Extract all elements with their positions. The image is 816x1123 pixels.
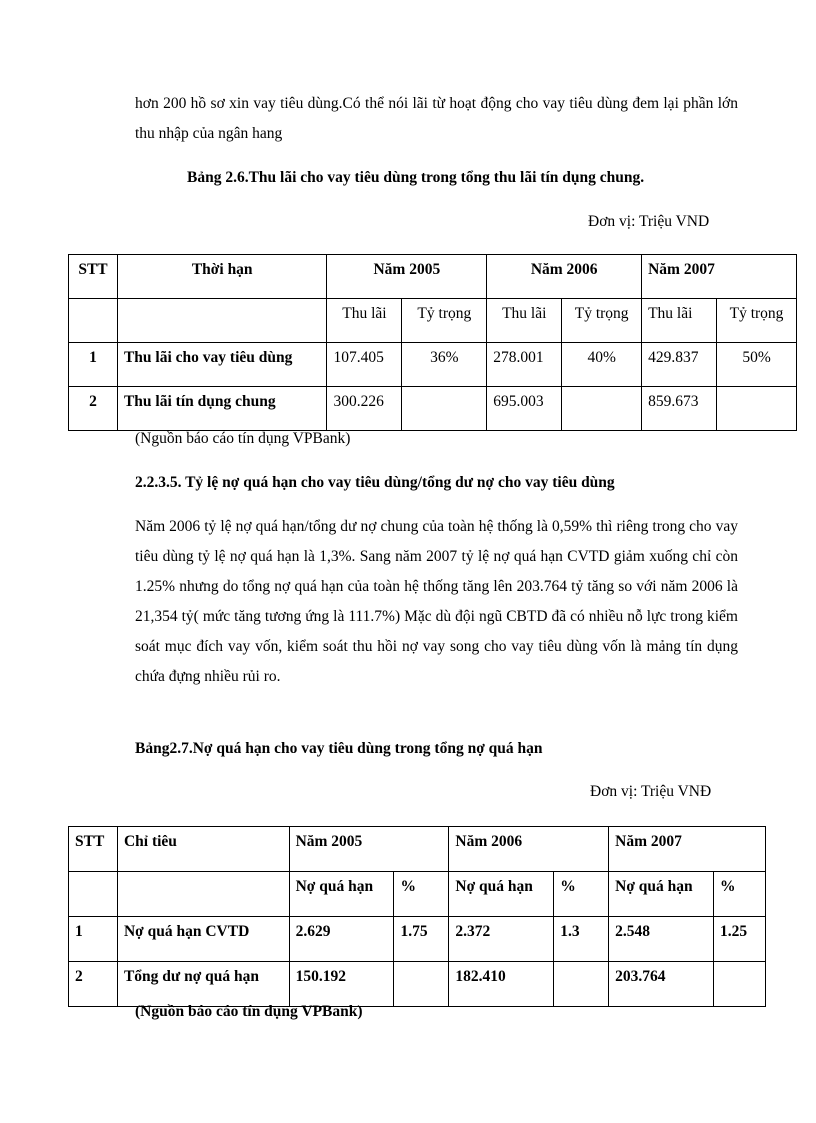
intro-text: hơn 200 hồ sơ xin vay tiêu dùng.Có thể nói lãi từ hoạt động cho vay tiêu dùng đem lại phần lớn thu nhập của ngân hang xyxy=(135,95,738,142)
header-2007: Năm 2007 xyxy=(642,255,797,299)
subheader-overdue: Nợ quá hạn xyxy=(289,872,394,917)
intro-paragraph xyxy=(135,89,738,149)
header-stt: STT xyxy=(69,827,118,872)
table-header-row xyxy=(69,255,797,299)
subheader-empty xyxy=(117,872,289,917)
table-row xyxy=(69,962,766,1007)
body-paragraph xyxy=(135,512,738,692)
subheader-pct: % xyxy=(714,872,766,917)
cell-name: Tổng dư nợ quá hạn xyxy=(117,962,289,1007)
table-row xyxy=(69,917,766,962)
table-subheader-row xyxy=(69,872,766,917)
subheader-pct: % xyxy=(554,872,609,917)
cell-value: 107.405 xyxy=(327,343,402,387)
table1-caption: Bảng 2.6.Thu lãi cho vay tiêu dùng trong tổng thu lãi tín dụng chung. xyxy=(187,169,645,186)
subheader-interest: Thu lãi xyxy=(487,299,562,343)
cell-percent: 1.3 xyxy=(554,917,609,962)
cell-percent: 36% xyxy=(402,343,487,387)
cell-value: 182.410 xyxy=(449,962,554,1007)
cell-percent: 1.25 xyxy=(714,917,766,962)
cell-percent xyxy=(714,962,766,1007)
subheader-empty xyxy=(117,299,326,343)
table2-caption: Bảng2.7.Nợ quá hạn cho vay tiêu dùng trong tổng nợ quá hạn xyxy=(135,740,543,757)
subheader-pct: % xyxy=(394,872,449,917)
table1-source: (Nguồn báo cáo tín dụng VPBank) xyxy=(135,430,351,447)
table-subheader-row xyxy=(69,299,797,343)
cell-value: 859.673 xyxy=(642,387,717,431)
subheader-empty xyxy=(69,872,118,917)
section-heading: 2.2.3.5. Tỷ lệ nợ quá hạn cho vay tiêu dùng/tổng dư nợ cho vay tiêu dùng xyxy=(135,474,615,491)
cell-value: 2.548 xyxy=(609,917,714,962)
table-row xyxy=(69,343,797,387)
cell-value: 150.192 xyxy=(289,962,394,1007)
cell-name: Thu lãi cho vay tiêu dùng xyxy=(117,343,326,387)
subheader-empty xyxy=(69,299,118,343)
header-2006: Năm 2006 xyxy=(449,827,609,872)
interest-table xyxy=(68,254,797,431)
header-term: Thời hạn xyxy=(117,255,326,299)
cell-value: 695.003 xyxy=(487,387,562,431)
body-text: Năm 2006 tỷ lệ nợ quá hạn/tổng dư nợ chung của toàn hệ thống là 0,59% thì riêng trong cho vay tiêu dùng tỷ lệ nợ quá hạn là 1,3%. Sang năm 2007 tỷ lệ nợ quá hạn CVTD giảm xuống chỉ còn 1.25% nhưng do tổng nợ quá hạn của toàn hệ thống tăng lên 203.764 tỷ tăng so với năm 2006 là 21,354 tỷ( mức tăng tương ứng là 111.7%) Mặc dù đội ngũ CBTD đã có nhiều nỗ lực trong kiểm soát mục đích vay vốn, kiểm soát thu hồi nợ vay song cho vay tiêu dùng vốn là mảng tín dụng chứa đựng nhiều rủi ro. xyxy=(135,518,738,685)
cell-percent xyxy=(394,962,449,1007)
cell-value: 300.226 xyxy=(327,387,402,431)
header-stt: STT xyxy=(69,255,118,299)
header-2007: Năm 2007 xyxy=(609,827,766,872)
cell-value: 278.001 xyxy=(487,343,562,387)
cell-value: 429.837 xyxy=(642,343,717,387)
cell-percent: 50% xyxy=(717,343,797,387)
header-2006: Năm 2006 xyxy=(487,255,642,299)
cell-name: Nợ quá hạn CVTD xyxy=(117,917,289,962)
header-2005: Năm 2005 xyxy=(289,827,449,872)
subheader-overdue: Nợ quá hạn xyxy=(609,872,714,917)
table2-unit: Đơn vị: Triệu VNĐ xyxy=(590,783,712,800)
cell-value: 2.372 xyxy=(449,917,554,962)
cell-percent xyxy=(562,387,642,431)
table1-unit: Đơn vị: Triệu VND xyxy=(588,213,710,230)
cell-stt: 2 xyxy=(69,962,118,1007)
cell-percent: 1.75 xyxy=(394,917,449,962)
table-header-row xyxy=(69,827,766,872)
subheader-share: Tỷ trọng xyxy=(402,299,487,343)
table2-source: (Nguồn báo cáo tín dụng VPBank) xyxy=(135,1003,363,1020)
table-row xyxy=(69,387,797,431)
subheader-overdue: Nợ quá hạn xyxy=(449,872,554,917)
header-2005: Năm 2005 xyxy=(327,255,487,299)
cell-percent xyxy=(717,387,797,431)
cell-percent xyxy=(402,387,487,431)
cell-percent: 40% xyxy=(562,343,642,387)
cell-stt: 1 xyxy=(69,917,118,962)
subheader-interest: Thu lãi xyxy=(642,299,717,343)
cell-value: 203.764 xyxy=(609,962,714,1007)
cell-percent xyxy=(554,962,609,1007)
cell-stt: 1 xyxy=(69,343,118,387)
cell-stt: 2 xyxy=(69,387,118,431)
cell-value: 2.629 xyxy=(289,917,394,962)
subheader-share: Tỷ trọng xyxy=(717,299,797,343)
subheader-share: Tỷ trọng xyxy=(562,299,642,343)
header-indicator: Chỉ tiêu xyxy=(117,827,289,872)
subheader-interest: Thu lãi xyxy=(327,299,402,343)
overdue-table xyxy=(68,826,766,1007)
cell-name: Thu lãi tín dụng chung xyxy=(117,387,326,431)
